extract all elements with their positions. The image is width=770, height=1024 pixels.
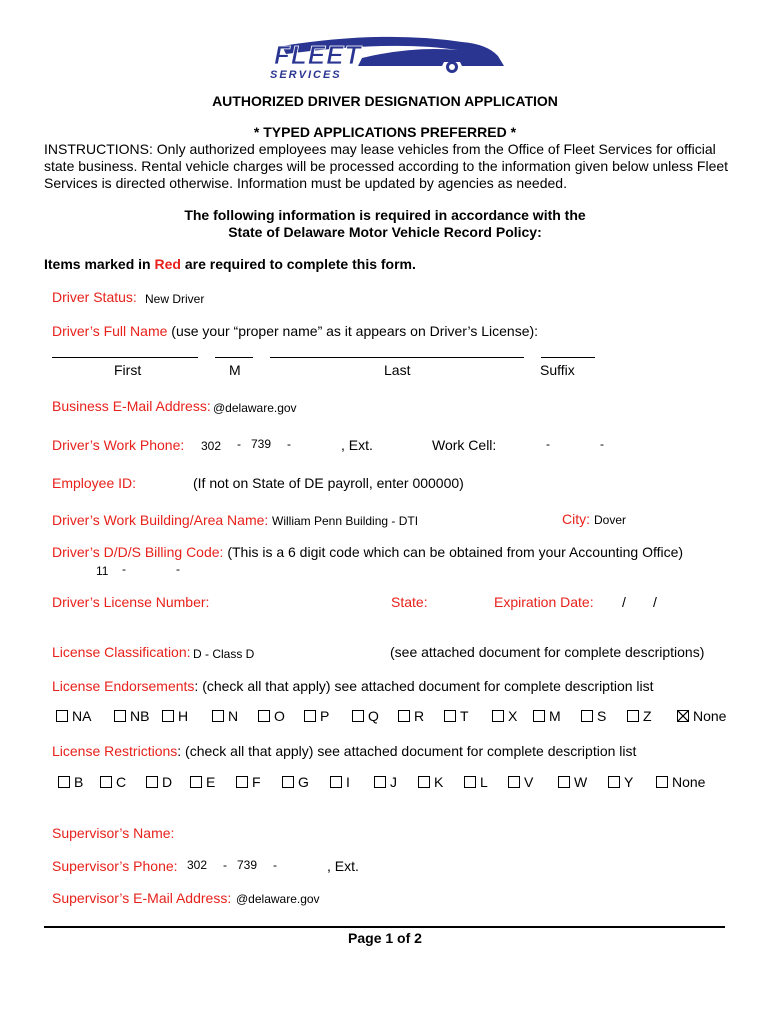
endorsement-label-r: R — [414, 708, 425, 724]
restriction-checkbox-v[interactable] — [508, 776, 520, 788]
endorsement-label-q: Q — [368, 708, 379, 724]
first-name-caption: First — [114, 362, 142, 378]
full-name-hint: (use your “proper name” as it appears on Driver’s License): — [167, 323, 539, 339]
restriction-checkbox-j[interactable] — [374, 776, 386, 788]
license-state-label: State: — [391, 594, 428, 610]
restriction-checkbox-g[interactable] — [282, 776, 294, 788]
restriction-checkbox-y[interactable] — [608, 776, 620, 788]
work-cell-label: Work Cell: — [432, 437, 497, 453]
fleet-services-logo — [262, 32, 508, 82]
supervisor-phone-dash-1: - — [223, 858, 227, 872]
restriction-checkbox-w[interactable] — [558, 776, 570, 788]
endorsement-label-h: H — [178, 708, 189, 724]
endorsement-label-n: N — [228, 708, 239, 724]
logo-line1: FLEET — [274, 40, 362, 70]
supervisor-phone-ext-label: , Ext. — [327, 858, 359, 874]
work-phone-ext-label: , Ext. — [341, 437, 373, 453]
restriction-checkbox-l[interactable] — [464, 776, 476, 788]
endorsement-label-m: M — [549, 708, 561, 724]
expiration-date-label: Expiration Date: — [494, 594, 594, 610]
restriction-label-none: None — [672, 774, 706, 790]
supervisor-phone-area[interactable]: 302 — [187, 858, 208, 872]
instructions-line-1: INSTRUCTIONS: Only authorized employees may lease vehicles from the Office of Fleet Services for official — [44, 141, 716, 157]
restriction-checkbox-e[interactable] — [190, 776, 202, 788]
middle-initial-line[interactable] — [215, 357, 253, 358]
endorsement-checkbox-r[interactable] — [398, 710, 410, 722]
supervisor-email-label: Supervisor’s E-Mail Address: — [52, 890, 232, 906]
full-name-label-red: Driver’s Full Name — [52, 323, 168, 339]
endorsements-label: License Endorsements — [52, 678, 195, 694]
city-value[interactable]: Dover — [594, 513, 627, 527]
driver-status-label: Driver Status: — [52, 289, 137, 305]
restriction-label-f: F — [252, 774, 261, 790]
policy-line-2: State of Delaware Motor Vehicle Record Policy: — [228, 224, 542, 240]
endorsement-label-p: P — [320, 708, 330, 724]
license-number-label: Driver’s License Number: — [52, 594, 210, 610]
restriction-label-e: E — [206, 774, 216, 790]
logo-line2: SERVICES — [270, 69, 342, 81]
business-email-value[interactable]: @delaware.gov — [213, 401, 297, 415]
billing-code-value[interactable]: 11 — [96, 564, 109, 578]
restriction-label-l: L — [480, 774, 488, 790]
restriction-label-w: W — [574, 774, 588, 790]
employee-id-label: Employee ID: — [52, 475, 137, 491]
restrictions-label: License Restrictions — [52, 743, 178, 759]
check-mark-icon — [678, 711, 688, 721]
last-name-line[interactable] — [270, 357, 524, 358]
work-building-label: Driver’s Work Building/Area Name: — [52, 512, 269, 528]
license-classification-value[interactable]: D - Class D — [193, 647, 255, 661]
endorsement-checkbox-o[interactable] — [258, 710, 270, 722]
restriction-label-v: V — [524, 774, 534, 790]
full-name-label — [52, 323, 538, 339]
endorsement-label-nb: NB — [130, 708, 150, 724]
restriction-label-k: K — [434, 774, 444, 790]
endorsements-label-row — [52, 678, 654, 694]
restriction-label-i: I — [346, 774, 350, 790]
endorsement-checkbox-q[interactable] — [352, 710, 364, 722]
work-phone-prefix[interactable]: 739 — [251, 437, 272, 451]
endorsement-checkbox-z[interactable] — [627, 710, 639, 722]
middle-caption: M — [229, 362, 241, 378]
required-note — [44, 256, 416, 272]
endorsement-checkbox-nb[interactable] — [114, 710, 126, 722]
endorsement-checkbox-t[interactable] — [444, 710, 456, 722]
supervisor-email-value[interactable]: @delaware.gov — [236, 892, 320, 906]
first-name-line[interactable] — [52, 357, 198, 358]
restriction-checkbox-none[interactable] — [656, 776, 668, 788]
expiration-slash-2: / — [653, 594, 657, 610]
supervisor-name-label: Supervisor’s Name: — [52, 825, 175, 841]
restriction-checkbox-f[interactable] — [236, 776, 248, 788]
restriction-label-g: G — [298, 774, 309, 790]
required-note-post: are required to complete this form. — [180, 256, 416, 272]
required-note-pre: Items marked in — [44, 256, 155, 272]
restriction-label-d: D — [162, 774, 173, 790]
license-classification-label: License Classification: — [52, 644, 191, 660]
billing-code-label: Driver’s D/D/S Billing Code: — [52, 544, 224, 560]
suffix-line[interactable] — [541, 357, 595, 358]
endorsement-checkbox-n[interactable] — [212, 710, 224, 722]
typed-preferred: * TYPED APPLICATIONS PREFERRED * — [253, 124, 517, 140]
footer-rule — [44, 926, 725, 928]
billing-code-dash-1: - — [122, 562, 126, 576]
restrictions-hint: : (check all that apply) see attached document for complete description list — [177, 743, 637, 759]
supervisor-phone-dash-2: - — [273, 858, 277, 872]
endorsement-checkbox-h[interactable] — [162, 710, 174, 722]
billing-code-hint: (This is a 6 digit code which can be obtained from your Accounting Office) — [223, 544, 684, 560]
license-classification-hint: (see attached document for complete descriptions) — [390, 644, 705, 660]
work-phone-label: Driver’s Work Phone: — [52, 437, 185, 453]
work-building-value[interactable]: William Penn Building - DTI — [272, 514, 419, 528]
restriction-checkbox-d[interactable] — [146, 776, 158, 788]
endorsement-label-s: S — [597, 708, 607, 724]
endorsement-checkbox-s[interactable] — [581, 710, 593, 722]
work-cell-dash-1: - — [546, 437, 550, 451]
policy-line-1: The following information is required in accordance with the — [184, 207, 586, 223]
work-phone-area[interactable]: 302 — [201, 439, 222, 453]
work-cell-dash-2: - — [600, 437, 604, 451]
endorsement-checkbox-none[interactable] — [677, 710, 689, 722]
billing-code-dash-2: - — [176, 562, 180, 576]
form-title: AUTHORIZED DRIVER DESIGNATION APPLICATION — [212, 93, 558, 109]
restriction-checkbox-b[interactable] — [58, 776, 70, 788]
restriction-checkbox-c[interactable] — [100, 776, 112, 788]
endorsement-checkbox-na[interactable] — [56, 710, 68, 722]
endorsement-checkbox-m[interactable] — [533, 710, 545, 722]
endorsement-label-t: T — [460, 708, 469, 724]
billing-code-label-row — [52, 544, 683, 560]
endorsement-label-o: O — [274, 708, 285, 724]
restriction-label-y: Y — [624, 774, 634, 790]
instructions-line-2: state business. Rental vehicle charges will be processed according to the information given below unless Fleet — [44, 158, 729, 174]
business-email-label: Business E-Mail Address: — [52, 398, 211, 414]
restrictions-label-row — [52, 743, 636, 759]
endorsements-hint: : (check all that apply) see attached document for complete description list — [194, 678, 654, 694]
page-number: Page 1 of 2 — [348, 930, 422, 946]
suffix-caption: Suffix — [540, 362, 575, 378]
supervisor-phone-prefix[interactable]: 739 — [237, 858, 258, 872]
city-label: City: — [562, 511, 590, 527]
work-phone-dash-1: - — [237, 437, 241, 451]
restriction-label-j: J — [390, 774, 397, 790]
work-phone-dash-2: - — [287, 437, 291, 451]
endorsement-checkbox-x[interactable] — [492, 710, 504, 722]
required-note-red: Red — [154, 256, 181, 272]
driver-status-value[interactable]: New Driver — [145, 292, 205, 306]
restriction-label-b: B — [74, 774, 84, 790]
restriction-checkbox-k[interactable] — [418, 776, 430, 788]
restriction-label-c: C — [116, 774, 127, 790]
endorsement-label-na: NA — [72, 708, 92, 724]
expiration-slash-1: / — [622, 594, 626, 610]
endorsement-label-z: Z — [643, 708, 652, 724]
restriction-checkbox-i[interactable] — [330, 776, 342, 788]
endorsement-checkbox-p[interactable] — [304, 710, 316, 722]
instructions-line-3: Services is directed otherwise. Information must be updated by agencies as needed. — [44, 175, 567, 191]
employee-id-hint: (If not on State of DE payroll, enter 000000) — [193, 475, 464, 491]
last-name-caption: Last — [384, 362, 411, 378]
endorsement-label-none: None — [693, 708, 727, 724]
endorsement-label-x: X — [508, 708, 518, 724]
supervisor-phone-label: Supervisor’s Phone: — [52, 858, 178, 874]
